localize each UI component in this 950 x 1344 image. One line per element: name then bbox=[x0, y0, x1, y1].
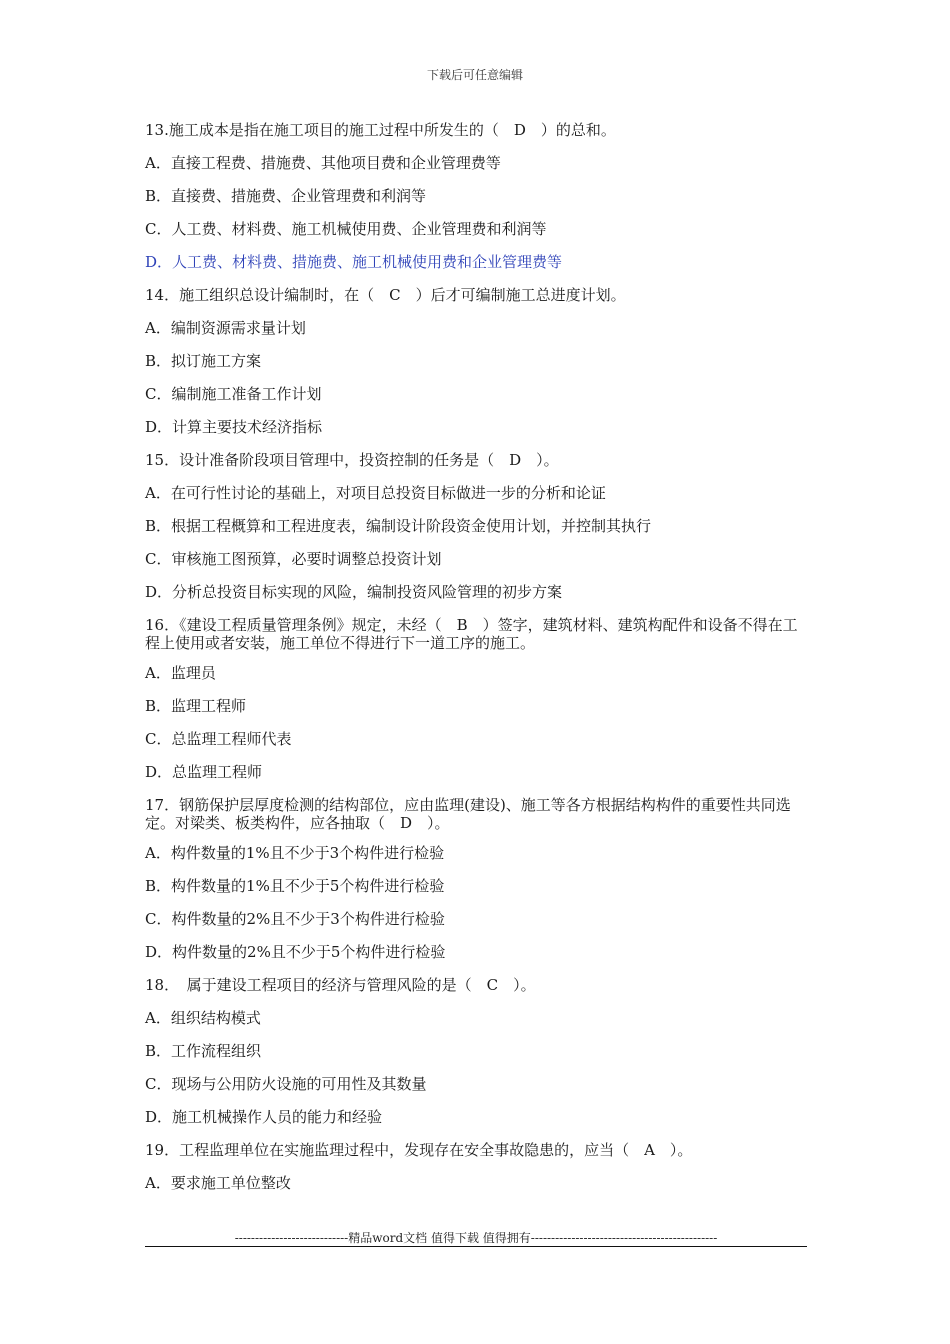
question-16-option-d: D．总监理工程师 bbox=[145, 763, 263, 781]
question-14-option-c: C．编制施工准备工作计划 bbox=[145, 385, 322, 403]
question-18-option-a: A．组织结构模式 bbox=[145, 1009, 261, 1027]
question-15-stem: 15．设计准备阶段项目管理中，投资控制的任务是（ D ）。 bbox=[145, 451, 559, 469]
question-16-option-c: C．总监理工程师代表 bbox=[145, 730, 292, 748]
question-17-option-c: C．构件数量的2%且不少于3个构件进行检验 bbox=[145, 910, 445, 928]
question-14-option-b: B．拟订施工方案 bbox=[145, 352, 262, 370]
question-17-option-b: B．构件数量的1%且不少于5个构件进行检验 bbox=[145, 877, 445, 895]
question-13-option-b: B．直接费、措施费、企业管理费和利润等 bbox=[145, 187, 427, 205]
question-14-option-a: A．编制资源需求量计划 bbox=[145, 319, 306, 337]
question-15-option-d: D．分析总投资目标实现的风险，编制投资风险管理的初步方案 bbox=[145, 583, 563, 601]
question-16-stem: 16．《建设工程质量管理条例》规定，未经（ B ）签字，建筑材料、建筑构配件和设备不得在工程上使用或者安装，施工单位不得进行下一道工序的施工。 bbox=[145, 616, 798, 652]
question-19-option-a: A．要求施工单位整改 bbox=[145, 1174, 291, 1192]
question-16-option-b: B．监理工程师 bbox=[145, 697, 247, 715]
question-13-option-a: A．直接工程费、措施费、其他项目费和企业管理费等 bbox=[145, 154, 501, 172]
question-15-option-a: A．在可行性讨论的基础上，对项目总投资目标做进一步的分析和论证 bbox=[145, 484, 606, 502]
question-18-option-c: C．现场与公用防火设施的可用性及其数量 bbox=[145, 1075, 427, 1093]
question-15-option-b: B．根据工程概算和工程进度表，编制设计阶段资金使用计划，并控制其执行 bbox=[145, 517, 652, 535]
question-13-option-c: C．人工费、材料费、施工机械使用费、企业管理费和利润等 bbox=[145, 220, 547, 238]
question-17-option-d: D．构件数量的2%且不少于5个构件进行检验 bbox=[145, 943, 446, 961]
question-14-option-d: D．计算主要技术经济指标 bbox=[145, 418, 323, 436]
question-13-option-d: D．人工费、材料费、措施费、施工机械使用费和企业管理费等 bbox=[145, 253, 563, 271]
question-13-stem: 13.施工成本是指在施工项目的施工过程中所发生的（ D ）的总和。 bbox=[145, 121, 616, 139]
question-19-stem: 19．工程监理单位在实施监理过程中，发现存在安全事故隐患的，应当（ A ）。 bbox=[145, 1141, 693, 1159]
question-18-option-b: B．工作流程组织 bbox=[145, 1042, 262, 1060]
question-15-option-c: C．审核施工图预算，必要时调整总投资计划 bbox=[145, 550, 442, 568]
page-footer: ----------------------------精品word文档 值得下载 值得拥有---------------------------------------------- bbox=[234, 1231, 718, 1245]
question-17-stem: 17．钢筋保护层厚度检测的结构部位，应由监理(建设)、施工等各方根据结构构件的重要性共同选定。对梁类、板类构件，应各抽取（ D ）。 bbox=[145, 796, 791, 832]
question-list bbox=[145, 121, 810, 1207]
question-18-option-d: D．施工机械操作人员的能力和经验 bbox=[145, 1108, 383, 1126]
question-16-option-a: A．监理员 bbox=[145, 664, 216, 682]
question-17-option-a: A．构件数量的1%且不少于3个构件进行检验 bbox=[145, 844, 445, 862]
question-18-stem: 18． 属于建设工程项目的经济与管理风险的是（ C ）。 bbox=[145, 976, 536, 994]
question-14-stem: 14．施工组织总设计编制时，在（ C ）后才可编制施工总进度计划。 bbox=[145, 286, 626, 304]
page-header: 下载后可任意编辑 bbox=[426, 68, 523, 82]
footer-divider bbox=[145, 1246, 807, 1247]
